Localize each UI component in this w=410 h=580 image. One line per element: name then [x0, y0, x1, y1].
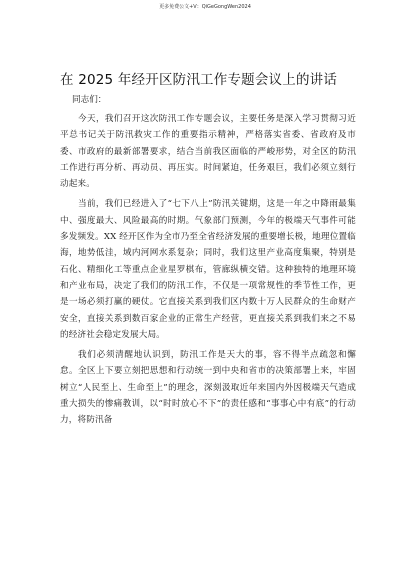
paragraph-1: 今天，我们召开这次防汛工作专题会议，主要任务是深入学习贯彻习近平总书记关于防汛救灾工作的重要指示精神，严格落实省委、省政府及市委、市政府的最新部署要求，结合当前我区面临的严峻形势，对全区的防汛工作进行再分析、再动员、再压实。时间紧迫，任务艰巨，我们必须立刻行动起来。 — [60, 114, 356, 190]
paragraph-3: 我们必须清醒地认识到，防汛工作是天大的事，容不得半点疏忽和懈怠。全区上下要立刻把思想和行动统一到中央和省市的决策部署上来，牢固树立“人民至上、生命至上”的理念，深刻汲取近年来国内外因极端天气造成重大损失的惨痛教训，以“时时放心不下”的责任感和“事事心中有底”的行动力，将防汛备 — [60, 350, 356, 426]
document-page — [60, 72, 356, 433]
salutation: 同志们： — [72, 95, 107, 105]
document-title: 在 2025 年经开区防汛工作专题会议上的讲话 — [60, 72, 338, 88]
watermark-header: 更多免费公文+V：QiGeGongWen2024 — [159, 4, 251, 10]
paragraph-2: 当前，我们已经进入了“七下八上”防汛关键期，这是一年之中降雨最集中、强度最大、风险最高的时期。气象部门预测，今年的极端天气事件可能多发频发。XX 经开区作为全市乃至全省经济发展的重要增长极，地理位置临海，地势低洼，域内河网水系复杂；同时，我们这里产业高度集聚，特别是石化、精细化工等重点企业星罗棋布，管廊纵横交错。这种独特的地理环境和产业布局，决定了我们的防汛工作，不仅是一项常规性的季节性工作，更是一场必须打赢的硬仗。它直接关系到我们区内数十万人民群众的生命财产安全，直接关系到数百家企业的正常生产经营，更直接关系到我们来之不易的经济社会稳定发展大局。 — [60, 199, 356, 340]
